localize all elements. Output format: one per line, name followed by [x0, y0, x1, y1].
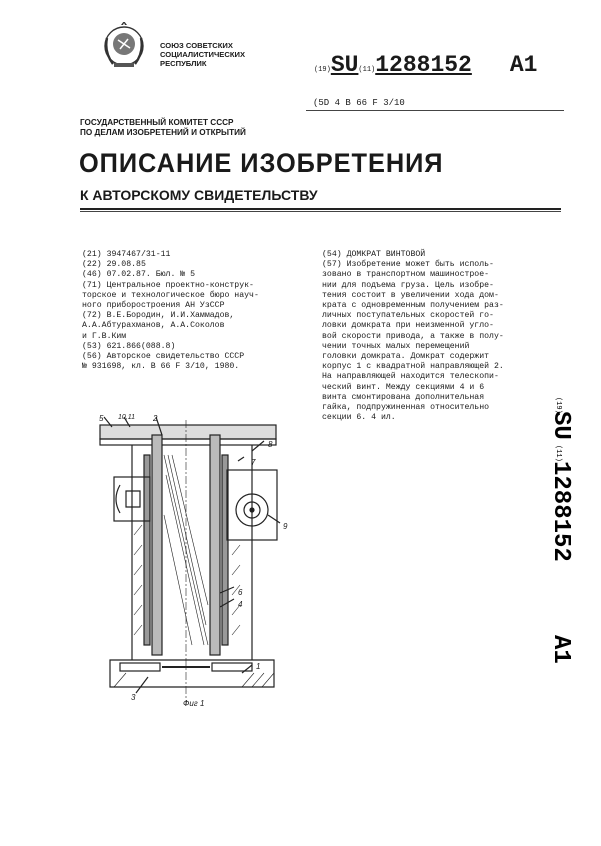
biblio-line: (56) Авторское свидетельство СССР — [82, 352, 245, 362]
bibliographic-data — [82, 250, 287, 372]
figure-label: 1 — [256, 662, 261, 671]
figure-label: 10,11 — [118, 414, 135, 421]
abstract-line: гайка, подпружиненная относительно — [322, 403, 490, 413]
divider — [80, 211, 561, 212]
committee-line: ГОСУДАРСТВЕННЫЙ КОМИТЕТ СССР — [80, 118, 234, 127]
document-title: ОПИСАНИЕ ИЗОБРЕТЕНИЯ — [79, 148, 444, 178]
biblio-line: (71) Центральное проектно-конструк- — [82, 280, 254, 290]
ipc-class: (5D 4 B 66 F 3/10 — [313, 98, 405, 108]
abstract — [322, 250, 552, 423]
biblio-line: (21) 3947467/31-11 — [82, 250, 171, 259]
committee-name — [80, 118, 246, 138]
biblio-line: ного приборостроения АН УзССР — [82, 301, 225, 311]
biblio-line: (53) 621.866(088.8) — [82, 341, 176, 351]
abstract-line: чении точных малых перемещений — [322, 341, 470, 351]
side-code-19: (19) — [554, 397, 562, 414]
side-number: 1288152 — [547, 461, 574, 562]
country-code: SU — [330, 52, 359, 78]
divider — [306, 110, 564, 111]
document-subtitle: К АВТОРСКОМУ СВИДЕТЕЛЬСТВУ — [80, 187, 318, 203]
jack-drawing — [92, 415, 292, 715]
abstract-line: (54) ДОМКРАТ ВИНТОВОЙ — [322, 250, 426, 259]
figure-label: 9 — [283, 522, 288, 531]
figure-label: 3 — [131, 693, 136, 702]
abstract-line: ловки домкрата при неизменной угло- — [322, 321, 494, 331]
state-line: СОЦИАЛИСТИЧЕСКИХ — [160, 50, 246, 60]
abstract-line: вой скорости привода, а также в полу- — [322, 331, 504, 341]
side-patent-number — [535, 395, 595, 695]
abstract-line: зовано в транспортном машинострое- — [322, 270, 490, 280]
state-line: СОЮЗ СОВЕТСКИХ — [160, 41, 233, 50]
abstract-line: ческий винт. Между секциями 4 и 6 — [322, 382, 485, 392]
divider — [80, 208, 561, 210]
side-kind: A1 — [547, 635, 574, 664]
abstract-line: корпус 1 с квадратной направляющей 2. — [322, 362, 504, 372]
biblio-line: (72) В.Е.Бородин, И.И.Хаммадов, — [82, 311, 235, 321]
patent-number: 1288152 — [375, 52, 472, 78]
abstract-line: (57) Изобретение может быть исполь- — [322, 260, 494, 270]
abstract-line: личных поступательных скоростей го- — [322, 311, 494, 321]
figure-label: 6 — [238, 588, 243, 597]
code-19: (19) — [314, 66, 331, 74]
figure-caption: Фиг 1 — [183, 699, 205, 708]
abstract-line: винта смонтирована дополнительная — [322, 392, 485, 402]
figure-label: 4 — [238, 600, 243, 609]
figure-label: 7 — [251, 458, 256, 467]
abstract-line: тения состоит в увеличении хода дом- — [322, 290, 499, 300]
biblio-line: № 931698, кл. B 66 F 3/10, 1980. — [82, 362, 240, 372]
kind-code: A1 — [509, 52, 538, 78]
abstract-line: головки домкрата. Домкрат содержит — [322, 352, 490, 362]
figure-label: 8 — [268, 440, 273, 449]
code-11: (11) — [358, 66, 376, 74]
figure-label: 2 — [153, 414, 158, 423]
biblio-line: (46) 07.02.87. Бюл. № 5 — [82, 270, 196, 280]
abstract-line: крата с одновременным получением раз- — [322, 301, 504, 311]
state-name — [160, 41, 245, 69]
publication-number — [314, 52, 537, 78]
state-line: РЕСПУБЛИК — [160, 59, 207, 69]
biblio-line: (22) 29.08.85 — [82, 260, 146, 270]
biblio-line: торское и технологическое бюро науч- — [82, 290, 259, 300]
abstract-line: секции 6. 4 ил. — [322, 413, 396, 423]
ussr-emblem-icon — [101, 22, 147, 72]
abstract-line: На направляющей находится телескопи- — [322, 372, 499, 382]
abstract-line: нии для подъема груза. Цель изобре- — [322, 280, 494, 290]
figure-label: 5 — [99, 414, 104, 423]
biblio-line: и Г.В.Ким — [82, 331, 127, 341]
biblio-line: А.А.Абтурахманов, А.А.Соколов — [82, 321, 225, 331]
side-code-11: (11) — [554, 445, 562, 462]
committee-line: ПО ДЕЛАМ ИЗОБРЕТЕНИЙ И ОТКРЫТИЙ — [80, 128, 246, 137]
side-country: SU — [547, 411, 574, 440]
